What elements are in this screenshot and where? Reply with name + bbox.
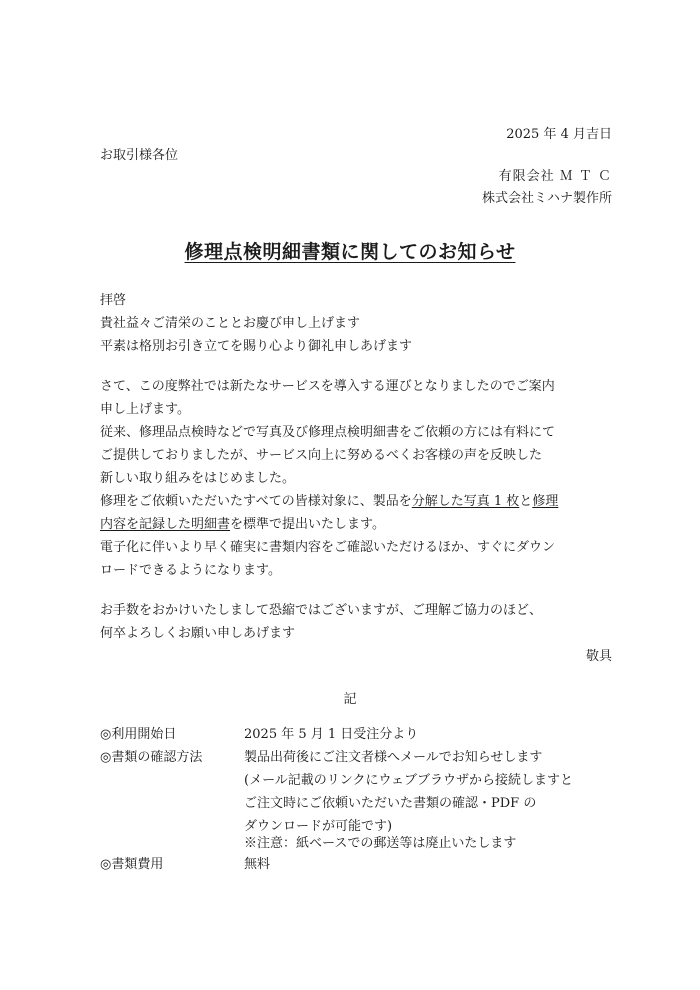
detail-start-label: ◎利用開始日 <box>100 727 177 742</box>
p3-text-c: を標準で提出いたします。 <box>230 517 385 532</box>
detail-start-value: 2025 年 5 月 1 日受注分より <box>244 727 419 742</box>
sender-company-1: 有限会社 Ｍ Ｔ Ｃ <box>498 169 612 184</box>
body-p1-line-1: さて、この度弊社では新たなサービスを導入する運びとなりましたのでご案内 <box>100 379 555 394</box>
p3-text-b: と <box>519 494 533 509</box>
body-p4-line-1: 電子化に伴いより早く確実に書類内容をご確認いただけるほか、すぐにダウン <box>100 540 556 555</box>
detail-method-line-1: 製品出荷後にご注文者様へメールでお知らせします <box>244 750 543 765</box>
p3-text-a: 修理をご依頼いただいたすべての皆様対象に、製品を <box>100 494 412 509</box>
body-p2-line-1: 従来、修理品点検時などで写真及び修理点検明細書をご依頼の方には有料にて <box>100 425 556 440</box>
detail-method-line-4: ダウンロードが可能です) <box>244 819 393 834</box>
p3-underline-statement: 内容を記録した明細書 <box>100 517 231 532</box>
detail-cost-label: ◎書類費用 <box>100 857 164 872</box>
closing-line-2: 何卒よろしくお願い申しあげます <box>100 626 296 641</box>
issue-date: 2025 年 4 月吉日 <box>506 127 612 142</box>
greeting-line-2: 平素は格別お引き立てを賜り心より御礼申しあげます <box>100 339 413 354</box>
detail-method-note: ※注意：紙ベースでの郵送等は廃止いたします <box>244 836 517 851</box>
body-p2-line-3: 新しい取り組みをはじめました。 <box>100 471 296 486</box>
p3-underline-repair: 修理 <box>532 494 559 509</box>
detail-method-line-3: ご注文時にご依頼いただいた書類の確認・PDF の <box>244 796 537 811</box>
sign-off: 敬具 <box>585 649 612 664</box>
detail-method-label: ◎書類の確認方法 <box>100 750 203 765</box>
body-p4-line-2: ロードできるようになります。 <box>100 563 281 578</box>
recipient: お取引様各位 <box>100 148 179 163</box>
greeting-line-1: 貴社益々ご清栄のこととお慶び申し上げます <box>100 316 361 331</box>
document-title: 修理点検明細書類に関してのお知らせ <box>184 241 516 263</box>
body-p1-line-2: 申し上げます。 <box>100 402 190 417</box>
closing-line-1: お手数をおかけいたしまして恐縮ではございますが、ご理解ご協力のほど、 <box>100 603 543 618</box>
ki-heading: 記 <box>343 692 357 707</box>
p3-underline-photo: 分解した写真 1 枚 <box>411 494 520 509</box>
body-p3-line-2 <box>100 517 385 533</box>
detail-cost-value: 無料 <box>244 857 271 872</box>
detail-method-line-2: (メール記載のリンクにウェブブラウザから接続しますと <box>244 773 574 788</box>
sender-company-2: 株式会社ミハナ製作所 <box>481 191 612 206</box>
body-p2-line-2: ご提供しておりましたが、サービス向上に努めるべくお客様の声を反映した <box>100 448 543 463</box>
greeting-opening: 拝啓 <box>100 293 127 308</box>
body-p3-line-1 <box>100 494 558 510</box>
